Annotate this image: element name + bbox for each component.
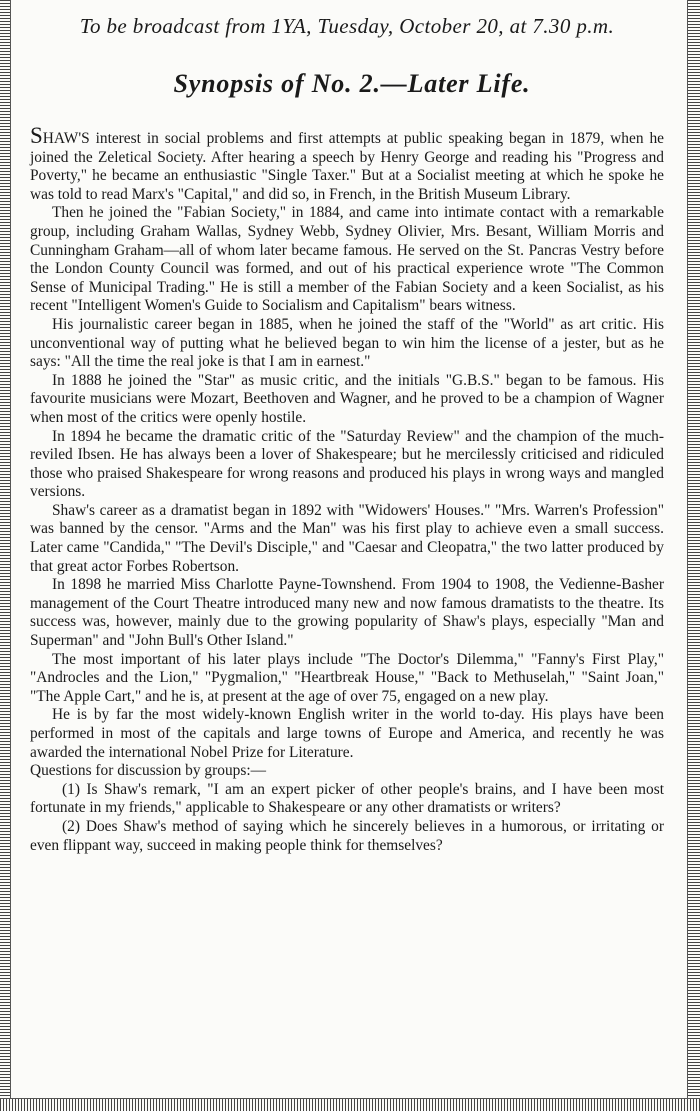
paragraph-1 <box>30 123 664 204</box>
paragraph-1-text: HAW'S interest in social problems and first attempts at public speaking began in 1879, when he joined the Zeletical Society. After hearing a speech by Henry George and reading his "Progress and Poverty," he became an enthusiastic "Single Taxer." But at a Socialist meeting at which he spoke he was told to read Marx's "Capital," and did so, in French, in the British Museum Library. <box>30 130 664 203</box>
paragraph-2: Then he joined the "Fabian Society," in 1884, and came into intimate contact with a remarkable group, including Graham Wallas, Sydney Webb, Sydney Olivier, Mrs. Besant, William Morris and Cunningham Graham—all of whom later became famous. He served on the St. Pancras Vestry before the London County Council was formed, and out of his practical experience wrote "The Common Sense of Municipal Trading." He is still a member of the Fabian Society and a keen Socialist, as his recent "Intelligent Women's Guide to Socialism and Capitalism" bears witness. <box>30 204 664 315</box>
synopsis-title: Synopsis of No. 2.—Later Life. <box>173 69 531 98</box>
bottom-decorative-border <box>0 1098 700 1111</box>
question-1: (1) Is Shaw's remark, "I am an expert picker of other people's brains, and I have been most fortunate in my friends," applicable to Shakespeare or any other dramatists or writers? <box>30 780 664 817</box>
initial-letter: S <box>30 123 43 148</box>
left-decorative-border <box>0 0 11 1111</box>
question-2: (2) Does Shaw's method of saying which he sincerely believes in a humorous, or irritating or even flippant way, succeed in making people think for themselves? <box>30 817 664 854</box>
questions-heading: Questions for discussion by groups:— <box>30 762 266 780</box>
article-body <box>30 123 664 855</box>
paragraph-5: In 1894 he became the dramatic critic of the "Saturday Review" and the champion of the much-reviled Ibsen. He has always been a lover of Shakespeare; but he mercilessly criticised and ridiculed those who praised Shakespeare for wrong reasons and produced his plays in wrong ways and mangled versions. <box>30 427 664 501</box>
paragraph-8: The most important of his later plays include "The Doctor's Dilemma," "Fanny's First Play," "Androcles and the Lion," "Pygmalion," "Heartbreak House," "Back to Methuselah," "Saint Joan," "The Apple Cart," and he is, at present at the age of over 75, engaged on a new play. <box>30 650 664 705</box>
broadcast-line: To be broadcast from 1YA, Tuesday, October 20, at 7.30 p.m. <box>79 14 615 38</box>
paragraph-4: In 1888 he joined the "Star" as music critic, and the initials "G.B.S." began to be famous. His favourite musicians were Mozart, Beethoven and Wagner, and he proved to be a champion of Wagner when most of the critics were openly hostile. <box>30 371 664 426</box>
paragraph-3: His journalistic career began in 1885, when he joined the staff of the "World" as art critic. His unconventional way of putting what he believed began to win him the license of a jester, but as he says: "All the time the real joke is that I am in earnest." <box>30 315 664 371</box>
paragraph-6: Shaw's career as a dramatist began in 1892 with "Widowers' Houses." "Mrs. Warren's Profession" was banned by the censor. "Arms and the Man" was his first play to achieve even a small success. Later came "Candida," "The Devil's Disciple," and "Caesar and Cleopatra," the two latter produced by that great actor Forbes Robertson. <box>30 501 664 575</box>
right-decorative-border <box>687 0 700 1111</box>
paragraph-9: He is by far the most widely-known English writer in the world to-day. His plays have been performed in most of the capitals and large towns of Europe and America, and recently he was awarded the international Nobel Prize for Literature. <box>30 706 664 761</box>
article-column <box>30 14 664 855</box>
paragraph-7: In 1898 he married Miss Charlotte Payne-Townshend. From 1904 to 1908, the Vedienne-Basher management of the Court Theatre introduced many new and now famous dramatists to the theatre. Its success was, however, mainly due to the growing popularity of Shaw's plays, especially "Man and Superman" and "John Bull's Other Island." <box>30 576 664 650</box>
